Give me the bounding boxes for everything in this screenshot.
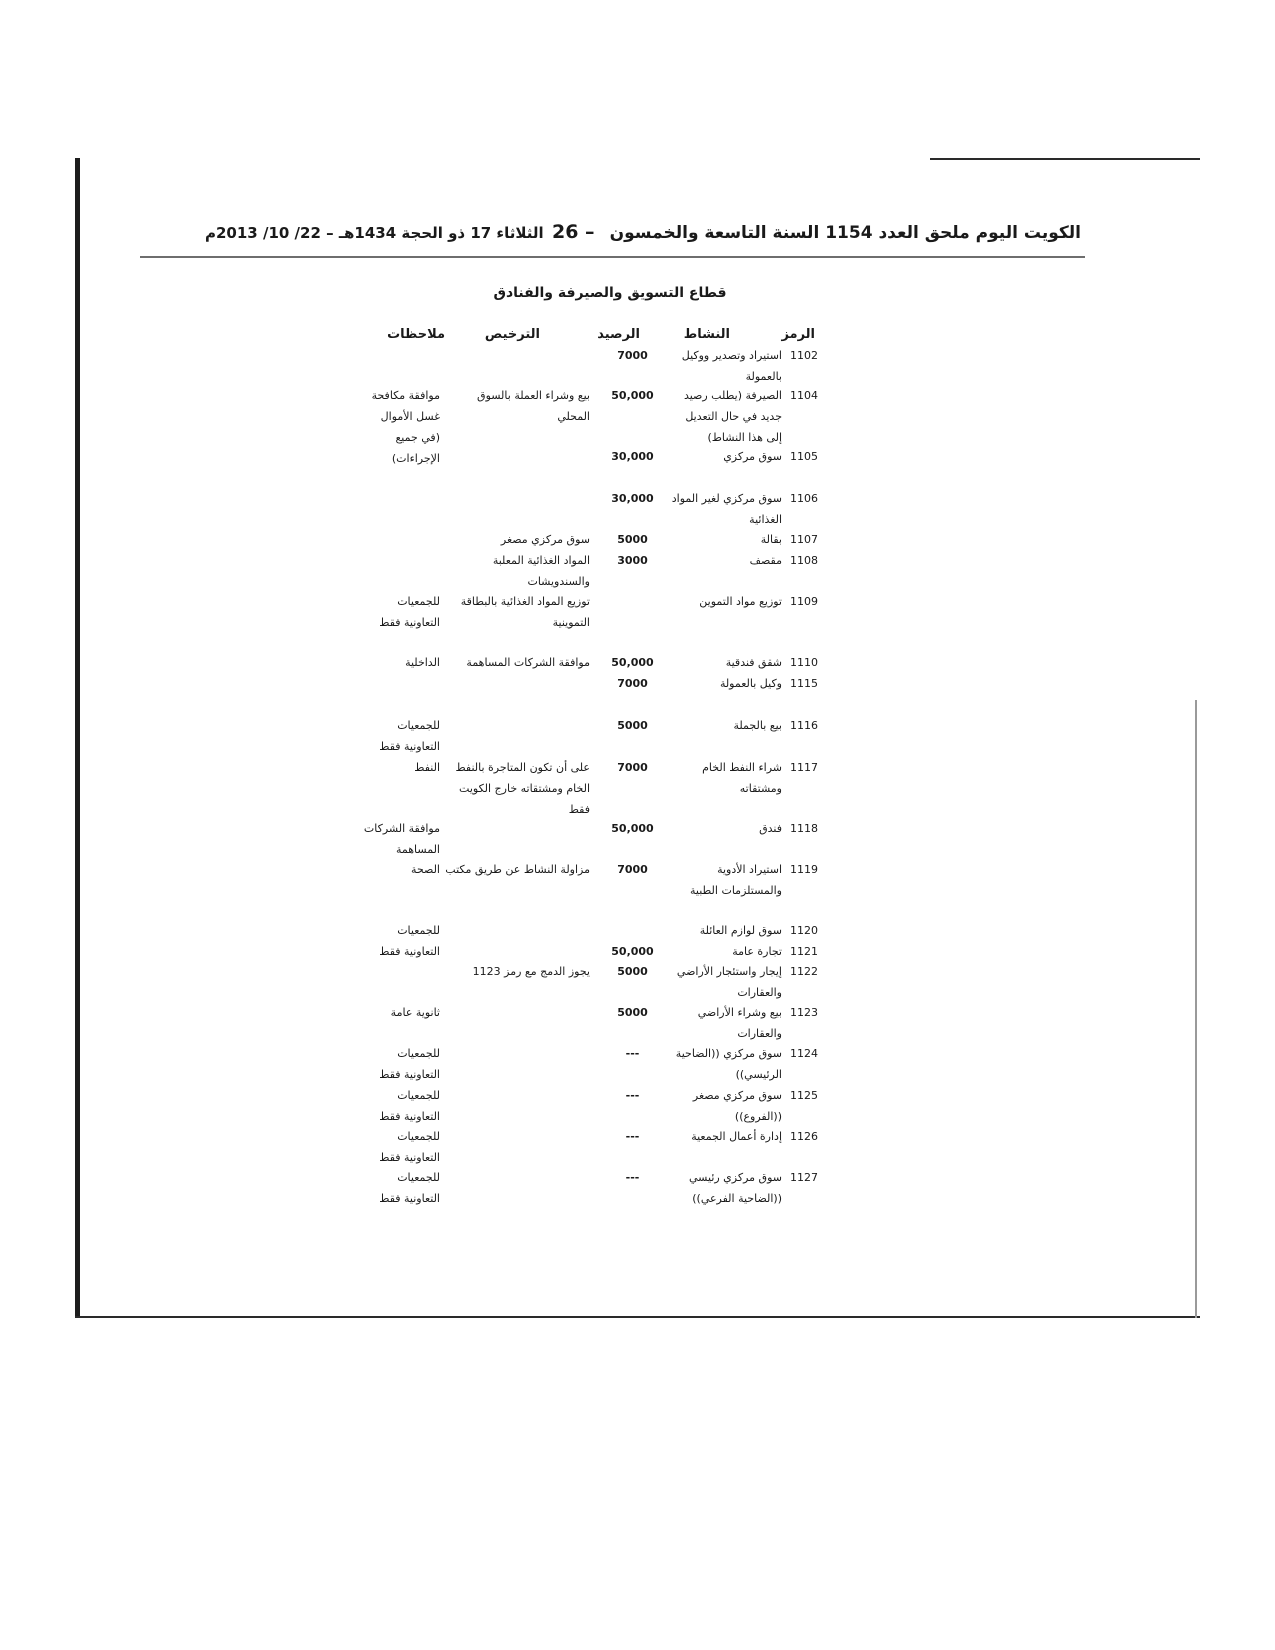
cell-balance: 7000 [617,349,648,362]
cell-notes: للجمعيات التعاونية فقط [379,719,440,753]
cell-license: سوق مركزي مصغر [500,533,590,546]
cell-activity: بيع بالجملة [733,719,782,732]
cell-activity: شقق فندقية [725,656,782,669]
col-header-license: الترخيص [484,327,540,342]
cell-license: بيع وشراء العملة بالسوق المحلي [477,389,590,423]
table-row [0,859,1275,897]
table-row [0,1002,1275,1040]
cell-balance: 50,000 [611,945,654,958]
cell-balance: 50,000 [611,656,654,669]
cell-activity: بقالة [760,533,782,546]
cell-code: 1102 [790,349,818,362]
cell-notes: موافقة مكافحة غسل الأموال (في جميع الإجراءات) [371,389,440,465]
cell-code: 1126 [790,1130,818,1143]
cell-code: 1118 [790,822,818,835]
table-row [0,550,1275,588]
cell-balance: 30,000 [611,450,654,463]
cell-balance: 50,000 [611,822,654,835]
cell-license: يجوز الدمج مع رمز 1123 [472,965,590,978]
table-row [0,488,1275,526]
cell-activity: سوق مركزي [723,450,782,463]
table-row [0,1043,1275,1081]
cell-balance: 5000 [617,719,648,732]
cell-activity: فندق [759,822,782,835]
cell-balance: 30,000 [611,492,654,505]
table-row [0,591,1275,629]
cell-notes: ثانوية عامة [390,1006,440,1019]
col-header-activity: النشاط [683,327,730,342]
cell-activity: الصيرفة (يطلب رصيد جديد في حال التعديل إلى هذا النشاط) [683,389,782,444]
cell-activity: إدارة أعمال الجمعية [691,1130,782,1143]
cell-code: 1117 [790,761,818,774]
table-row [0,941,1275,958]
cell-activity: توزيع مواد التموين [699,595,782,608]
cell-license: المواد الغذائية المعلبة والسندويشات [492,554,590,588]
cell-activity: وكيل بالعمولة [719,677,782,690]
cell-balance: 7000 [617,863,648,876]
cell-balance: --- [625,1171,640,1184]
page-number: 26 – [552,221,595,243]
table-row [0,345,1275,383]
cell-code: 1121 [790,945,818,958]
table-row [0,961,1275,999]
cell-code: 1124 [790,1047,818,1060]
cell-activity: سوق مركزي مصغر ((الفروع)) [692,1089,782,1123]
table-row [0,529,1275,546]
cell-code: 1123 [790,1006,818,1019]
cell-activity: مقصف [749,554,782,567]
cell-notes: للجمعيات التعاونية فقط [379,1130,440,1164]
cell-code: 1107 [790,533,818,546]
cell-notes: موافقة الشركات المساهمة [363,822,440,856]
cell-activity: سوق مركزي رئيسي ((الضاحية الفرعي)) [689,1171,782,1205]
cell-notes: الداخلية [405,656,440,669]
cell-balance: 5000 [617,533,648,546]
cell-balance: 3000 [617,554,648,567]
cell-activity: سوق مركزي ((الضاحية الرئيسي)) [675,1047,782,1081]
cell-balance: 7000 [617,761,648,774]
cell-balance: --- [625,1047,640,1060]
table-row [0,715,1275,753]
header-date: الثلاثاء 17 ذو الحجة 1434هـ – 22/ 10/ 2013م [205,224,544,242]
cell-code: 1116 [790,719,818,732]
cell-activity: إيجار واستئجار الأراضي والعقارات [676,965,782,999]
cell-code: 1110 [790,656,818,669]
cell-code: 1119 [790,863,818,876]
cell-notes: للجمعيات التعاونية فقط [379,1047,440,1081]
table-row [0,920,1275,937]
section-title: قطاع التسويق والصيرفة والفنادق [493,285,727,301]
cell-activity: شراء النفط الخام ومشتقاته [702,761,782,795]
cell-balance: 5000 [617,1006,648,1019]
table-row [0,1126,1275,1164]
cell-notes: للجمعيات التعاونية فقط [379,1171,440,1205]
cell-balance: 7000 [617,677,648,690]
cell-notes: للجمعيات [397,924,440,937]
cell-notes: النفط [414,761,440,774]
cell-activity: سوق لوازم العائلة [699,924,782,937]
cell-code: 1109 [790,595,818,608]
cell-activity: استيراد وتصدير ووكيل بالعمولة [681,349,782,383]
cell-notes: الصحة [411,863,440,876]
cell-activity: استيراد الأدوية والمستلزمات الطبية [690,863,782,897]
cell-code: 1127 [790,1171,818,1184]
cell-balance: --- [625,1089,640,1102]
cell-code: 1105 [790,450,818,463]
cell-license: موافقة الشركات المساهمة [466,656,590,669]
cell-notes: للجمعيات التعاونية فقط [379,595,440,629]
cell-balance: --- [625,1130,640,1143]
header-publication: الكويت اليوم ملحق العدد 1154 السنة التاسعة والخمسون [609,223,1081,243]
cell-notes: للجمعيات التعاونية فقط [379,1089,440,1123]
table-row [0,446,1275,463]
cell-activity: تجارة عامة [732,945,782,958]
col-header-notes: ملاحظات [387,327,445,342]
col-header-code: الرمز [781,327,815,342]
col-header-balance: الرصيد [597,327,640,342]
table-row [0,1167,1275,1205]
cell-code: 1122 [790,965,818,978]
cell-activity: سوق مركزي لغير المواد الغذائية [671,492,782,526]
cell-code: 1108 [790,554,818,567]
cell-code: 1104 [790,389,818,402]
cell-code: 1125 [790,1089,818,1102]
table-row [0,757,1275,816]
table-row [0,1085,1275,1123]
table-row [0,818,1275,856]
table-row [0,652,1275,669]
cell-license: توزيع المواد الغذائية بالبطاقة التموينية [460,595,590,629]
cell-activity: بيع وشراء الأراضي والعقارات [697,1006,782,1040]
cell-balance: 50,000 [611,389,654,402]
cell-notes: التعاونية فقط [379,945,440,958]
cell-code: 1106 [790,492,818,505]
table-row [0,673,1275,690]
cell-balance: 5000 [617,965,648,978]
cell-license: مزاولة النشاط عن طريق مكتب [445,863,590,876]
cell-code: 1120 [790,924,818,937]
cell-code: 1115 [790,677,818,690]
cell-license: على أن تكون المتاجرة بالنفط الخام ومشتقاته خارج الكويت فقط [455,761,590,816]
